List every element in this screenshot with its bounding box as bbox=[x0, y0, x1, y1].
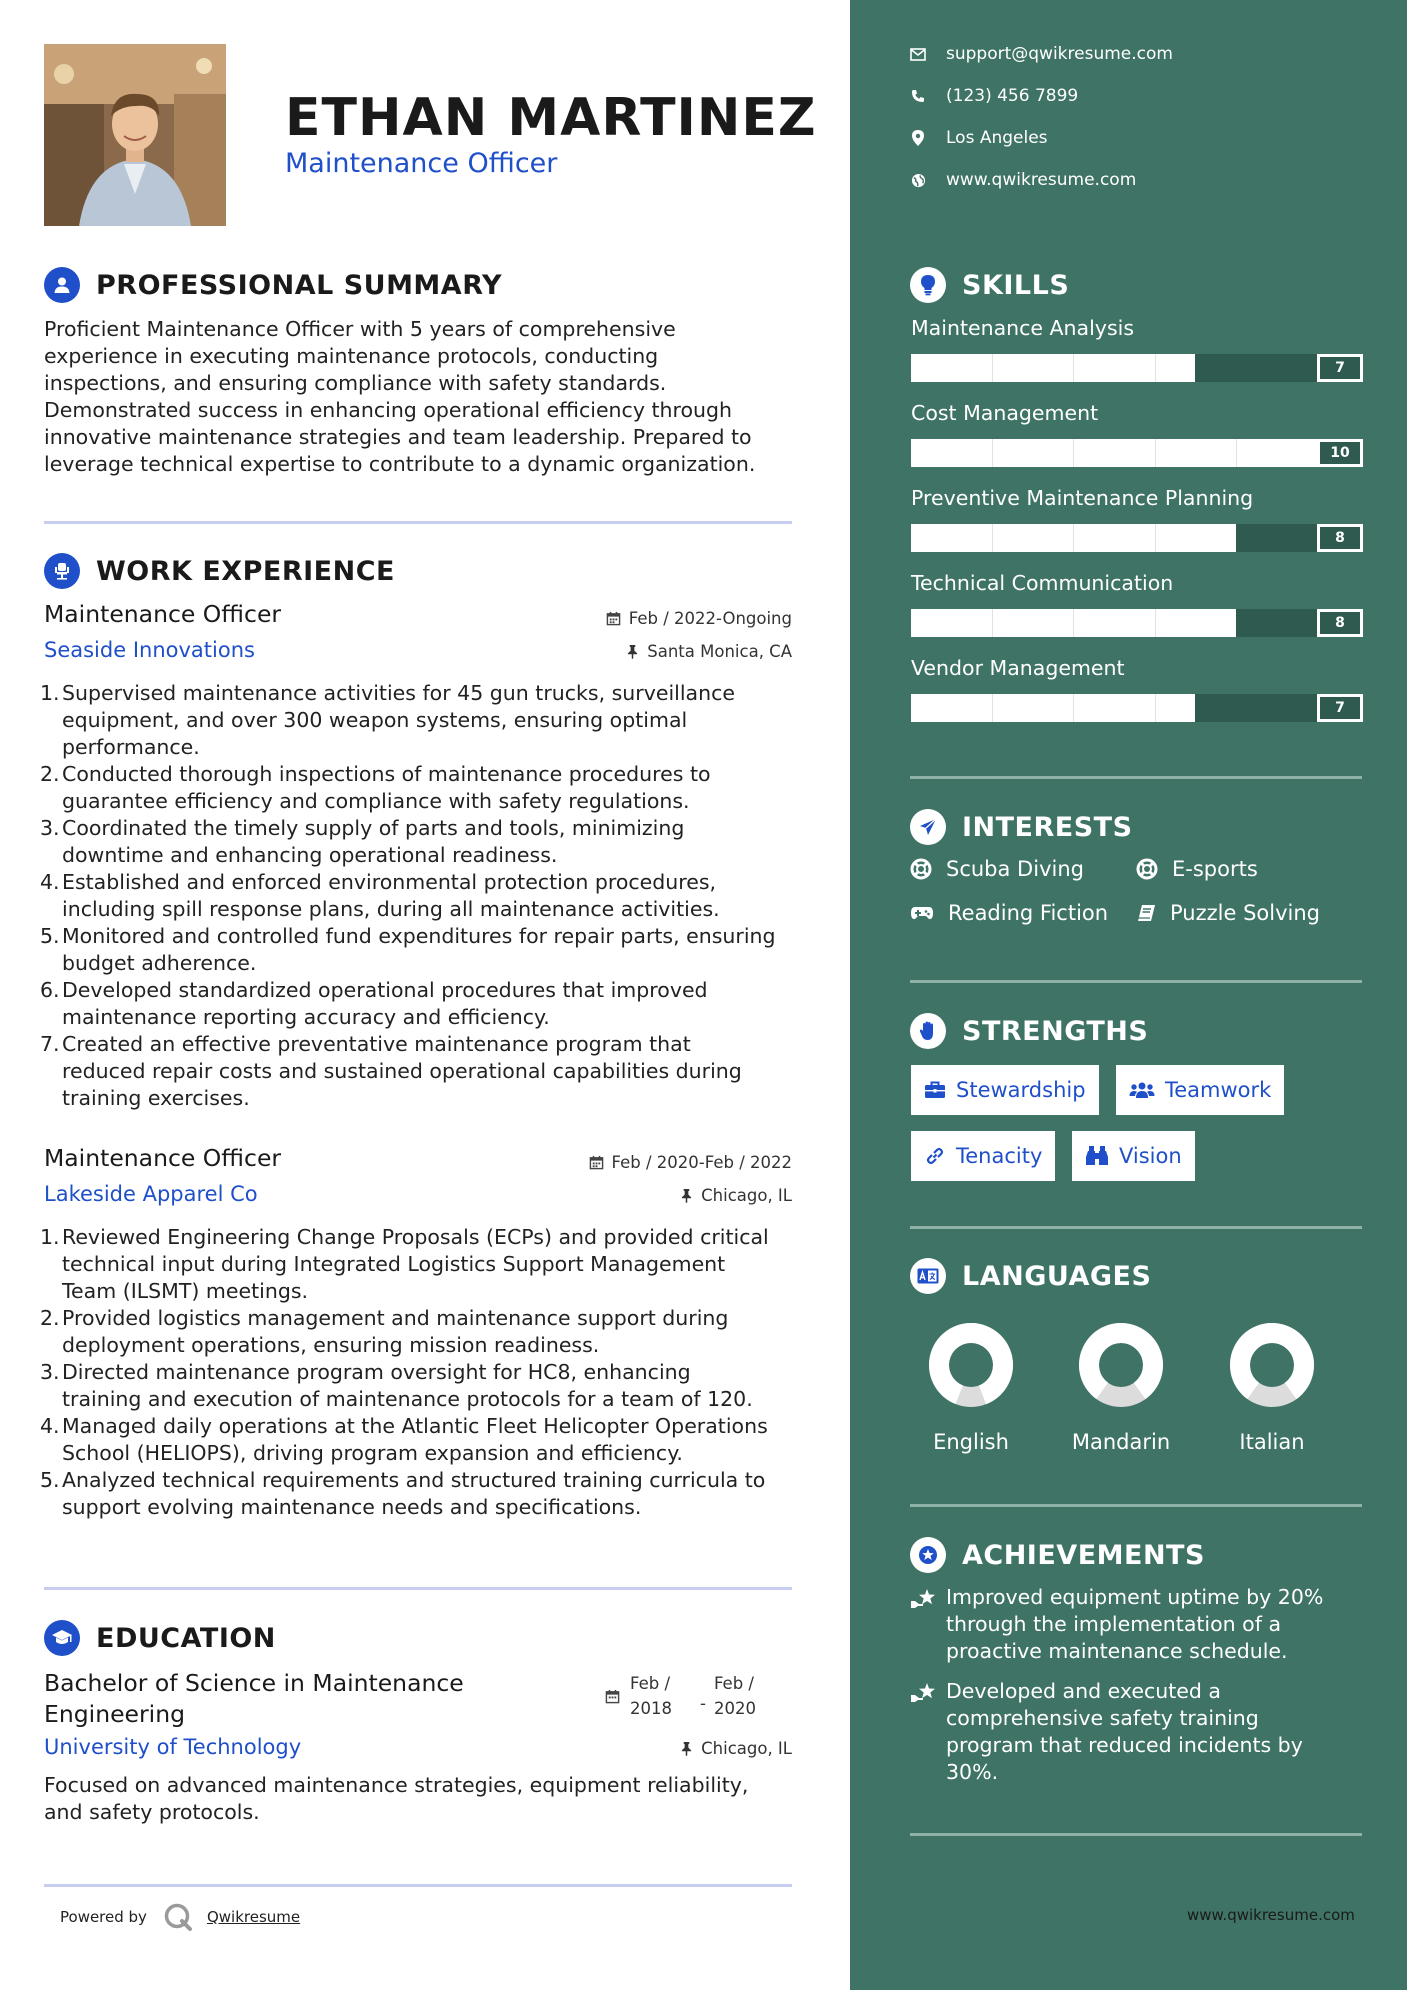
interest-label: Scuba Diving bbox=[946, 857, 1084, 881]
calendar-icon bbox=[589, 1155, 604, 1170]
pin-icon bbox=[680, 1741, 693, 1756]
skill-segment bbox=[1073, 524, 1074, 552]
job-dates-text: Feb / 2022-Ongoing bbox=[628, 609, 792, 628]
list-number: 4. bbox=[40, 870, 60, 894]
list-text: Monitored and controlled fund expenditures for repair parts, ensuring budget adherence. bbox=[62, 924, 776, 975]
strengths-title: STRENGTHS bbox=[962, 1015, 1149, 1047]
calendar-icon bbox=[605, 1689, 620, 1704]
job-title: Maintenance Officer bbox=[44, 600, 282, 628]
interest-label: E-sports bbox=[1172, 857, 1258, 881]
list-text: Reviewed Engineering Change Proposals (ECPs) and provided critical technical input during Integrated Logistics Support Management Team (ILSMT) meetings. bbox=[62, 1225, 769, 1303]
list-number: 5. bbox=[40, 1468, 60, 1492]
section-divider bbox=[44, 1884, 792, 1887]
paper-plane-icon bbox=[910, 809, 946, 845]
degree-line: Bachelor of Science in Maintenance bbox=[44, 1669, 464, 1697]
language-donut bbox=[928, 1322, 1014, 1408]
language-name: English bbox=[933, 1430, 1009, 1454]
strength-chip bbox=[911, 1065, 1099, 1115]
candidate-name: ETHAN MARTINEZ bbox=[285, 88, 817, 148]
map-pin-icon bbox=[910, 130, 926, 146]
gamepad-icon bbox=[910, 905, 934, 921]
skill-segment bbox=[1155, 694, 1156, 722]
list-text: Developed standardized operational procedures that improved maintenance reporting accuracy and efficiency. bbox=[62, 978, 708, 1029]
section-divider bbox=[910, 1833, 1362, 1836]
job-company: Lakeside Apparel Co bbox=[44, 1182, 258, 1206]
section-divider bbox=[44, 1587, 792, 1590]
education-dates bbox=[605, 1671, 756, 1721]
list-number: 1. bbox=[40, 1225, 60, 1249]
interest-item bbox=[1136, 901, 1320, 925]
interest-label: Puzzle Solving bbox=[1170, 901, 1320, 925]
job-dates bbox=[606, 609, 792, 628]
skill-label: Vendor Management bbox=[911, 656, 1125, 680]
skill-bar bbox=[911, 609, 1317, 637]
list-text: Analyzed technical requirements and structured training curricula to support evolving maintenance needs and specifications. bbox=[62, 1468, 766, 1519]
summary-line: innovative maintenance strategies and team leadership. Prepared to bbox=[44, 425, 752, 449]
interest-item bbox=[1136, 857, 1258, 881]
interests-heading bbox=[910, 808, 1133, 846]
strengths-heading bbox=[910, 1012, 1148, 1050]
list-text: Created an effective preventative maintenance program that reduced repair costs and sustained operational capabilities during training exercises. bbox=[62, 1032, 742, 1110]
education-title: EDUCATION bbox=[96, 1622, 276, 1654]
job-location bbox=[680, 1186, 792, 1205]
degree-line: Engineering bbox=[44, 1700, 185, 1728]
contact-website[interactable] bbox=[910, 170, 1136, 190]
list-text: Established and enforced environmental protection procedures, including spill response plans, during all maintenance activities. bbox=[62, 870, 720, 921]
phone-icon bbox=[910, 88, 926, 104]
skill-bar bbox=[911, 439, 1317, 467]
skills-heading bbox=[910, 266, 1069, 304]
education-end: Feb / 2020 bbox=[713, 1674, 756, 1718]
skill-label: Cost Management bbox=[911, 401, 1099, 425]
skill-segment bbox=[1155, 354, 1156, 382]
list-number: 2. bbox=[40, 762, 60, 786]
language-item bbox=[1197, 1322, 1347, 1454]
language-donut bbox=[1078, 1322, 1164, 1408]
qwikresume-logo-icon bbox=[163, 1902, 193, 1932]
experience-title: WORK EXPERIENCE bbox=[96, 555, 395, 587]
user-icon bbox=[44, 267, 80, 303]
summary-line: inspections, and ensuring compliance with safety standards. bbox=[44, 371, 667, 395]
education-description: Focused on advanced maintenance strategies, equipment reliability, and safety protocols. bbox=[44, 1773, 749, 1824]
graduation-cap-icon bbox=[44, 1620, 80, 1656]
job-bullets bbox=[40, 1224, 792, 1521]
language-name: Italian bbox=[1239, 1430, 1305, 1454]
list-number: 3. bbox=[40, 816, 60, 840]
envelope-icon bbox=[910, 46, 926, 62]
lightbulb-icon bbox=[910, 267, 946, 303]
strength-label: Tenacity bbox=[956, 1144, 1043, 1168]
strength-label: Teamwork bbox=[1165, 1078, 1272, 1102]
skill-label: Maintenance Analysis bbox=[911, 316, 1134, 340]
education-heading bbox=[44, 1619, 276, 1657]
lifebuoy-icon bbox=[1136, 858, 1158, 880]
section-divider bbox=[910, 776, 1362, 779]
strength-label: Vision bbox=[1119, 1144, 1182, 1168]
section-divider bbox=[910, 1226, 1362, 1229]
list-item bbox=[40, 761, 792, 815]
skill-bar bbox=[911, 354, 1317, 382]
link-icon bbox=[924, 1145, 946, 1167]
skill-level: 8 bbox=[1317, 609, 1363, 637]
list-item bbox=[40, 1305, 792, 1359]
list-number: 2. bbox=[40, 1306, 60, 1330]
list-number: 3. bbox=[40, 1360, 60, 1384]
skill-segment bbox=[1073, 694, 1074, 722]
contact-location bbox=[910, 128, 1048, 148]
interest-label: Reading Fiction bbox=[948, 901, 1109, 925]
skill-segment bbox=[992, 609, 993, 637]
list-text: Supervised maintenance activities for 45 gun trucks, surveillance equipment, and over 300 weapon systems, ensuring optimal performance. bbox=[62, 681, 735, 759]
list-item bbox=[40, 1031, 792, 1112]
list-item bbox=[40, 1359, 792, 1413]
star-badge-icon bbox=[910, 1537, 946, 1573]
list-number: 7. bbox=[40, 1032, 60, 1056]
skill-segment bbox=[1236, 439, 1237, 467]
star-hand-icon bbox=[910, 1588, 938, 1610]
language-name: Mandarin bbox=[1071, 1430, 1171, 1454]
sidebar bbox=[850, 0, 1407, 1990]
education-location-text: Chicago, IL bbox=[701, 1739, 792, 1758]
date-separator: - bbox=[700, 1693, 706, 1713]
skill-segment bbox=[1155, 609, 1156, 637]
list-text: Conducted thorough inspections of maintenance procedures to guarantee efficiency and compliance with safety regulations. bbox=[62, 762, 711, 813]
skill-segment bbox=[992, 694, 993, 722]
achievement-text: Developed and executed a comprehensive safety training program that reduced incidents by 30%. bbox=[946, 1679, 1303, 1784]
skill-segment bbox=[1155, 524, 1156, 552]
summary-title: PROFESSIONAL SUMMARY bbox=[96, 269, 503, 301]
skill-label: Technical Communication bbox=[911, 571, 1174, 595]
list-item bbox=[40, 680, 792, 761]
website-text: www.qwikresume.com bbox=[946, 170, 1137, 190]
briefcase-icon bbox=[924, 1081, 946, 1099]
summary-line: leverage technical expertise to contribute to a dynamic organization. bbox=[44, 452, 756, 476]
section-divider bbox=[44, 521, 792, 524]
skill-bar bbox=[911, 524, 1317, 552]
job-company: Seaside Innovations bbox=[44, 638, 255, 662]
list-number: 6. bbox=[40, 978, 60, 1002]
job-location bbox=[626, 642, 792, 661]
list-number: 5. bbox=[40, 924, 60, 948]
skill-level: 7 bbox=[1317, 694, 1363, 722]
achievement-item bbox=[910, 1678, 1360, 1786]
job-title: Maintenance Officer bbox=[44, 1144, 282, 1172]
contact-email[interactable] bbox=[910, 44, 1173, 64]
skill-level: 10 bbox=[1317, 439, 1363, 467]
skill-fill bbox=[911, 439, 1317, 467]
skill-segment bbox=[992, 524, 993, 552]
list-item bbox=[40, 923, 792, 977]
list-item bbox=[40, 815, 792, 869]
job-bullets bbox=[40, 680, 792, 1112]
list-item bbox=[40, 1224, 792, 1305]
skill-segment bbox=[1073, 439, 1074, 467]
skill-bar bbox=[911, 694, 1317, 722]
skill-segment bbox=[1155, 439, 1156, 467]
summary-heading bbox=[44, 266, 502, 304]
location-text: Los Angeles bbox=[946, 128, 1048, 148]
list-text: Managed daily operations at the Atlantic Fleet Helicopter Operations School (HELIOPS), driving program expansion and efficiency. bbox=[62, 1414, 768, 1465]
footer-url[interactable]: www.qwikresume.com bbox=[1187, 1906, 1355, 1924]
skill-level: 8 bbox=[1317, 524, 1363, 552]
binoculars-icon bbox=[1085, 1145, 1109, 1167]
list-item bbox=[40, 977, 792, 1031]
skill-fill bbox=[911, 694, 1195, 722]
skill-segment bbox=[1073, 609, 1074, 637]
list-number: 1. bbox=[40, 681, 60, 705]
education-location bbox=[680, 1739, 792, 1758]
list-text: Provided logistics management and maintenance support during deployment operations, ensuring mission readiness. bbox=[62, 1306, 729, 1357]
summary-line: experience in executing maintenance protocols, conducting bbox=[44, 344, 659, 368]
list-text: Directed maintenance program oversight for HC8, enhancing training and execution of maintenance protocols for a team of 120. bbox=[62, 1360, 753, 1411]
powered-by bbox=[60, 1902, 300, 1932]
pin-icon bbox=[680, 1188, 693, 1203]
interest-item bbox=[910, 857, 1084, 881]
pin-icon bbox=[626, 644, 639, 659]
lifebuoy-icon bbox=[910, 858, 932, 880]
candidate-role: Maintenance Officer bbox=[285, 148, 558, 179]
list-number: 4. bbox=[40, 1414, 60, 1438]
job-location-text: Santa Monica, CA bbox=[647, 642, 792, 661]
experience-heading bbox=[44, 552, 395, 590]
degree-title bbox=[44, 1668, 464, 1730]
school-name: University of Technology bbox=[44, 1735, 302, 1759]
skill-level: 7 bbox=[1317, 354, 1363, 382]
raised-hand-icon bbox=[910, 1013, 946, 1049]
achievements-heading bbox=[910, 1536, 1205, 1574]
summary-line: Demonstrated success in enhancing operational efficiency through bbox=[44, 398, 733, 422]
strength-chip bbox=[1072, 1131, 1195, 1181]
profile-photo bbox=[44, 44, 226, 226]
job-dates bbox=[589, 1153, 792, 1172]
book-icon bbox=[1136, 904, 1156, 922]
list-item bbox=[40, 1413, 792, 1467]
skill-segment bbox=[992, 354, 993, 382]
phone-text: (123) 456 7899 bbox=[946, 86, 1079, 106]
skills-title: SKILLS bbox=[962, 269, 1070, 301]
achievement-text: Improved equipment uptime by 20% through the implementation of a proactive maintenance schedule. bbox=[946, 1585, 1324, 1663]
skill-fill bbox=[911, 354, 1195, 382]
interest-item bbox=[910, 901, 1108, 925]
summary-line: Proficient Maintenance Officer with 5 years of comprehensive bbox=[44, 317, 676, 341]
achievement-item bbox=[910, 1584, 1360, 1665]
chair-icon bbox=[44, 553, 80, 589]
email-text: support@qwikresume.com bbox=[946, 44, 1173, 64]
job-dates-text: Feb / 2020-Feb / 2022 bbox=[611, 1153, 792, 1172]
language-donut bbox=[1229, 1322, 1315, 1408]
calendar-icon bbox=[606, 611, 621, 626]
languages-heading bbox=[910, 1257, 1151, 1295]
strength-label: Stewardship bbox=[956, 1078, 1086, 1102]
qwikresume-link[interactable]: Qwikresume bbox=[206, 1908, 301, 1926]
language-item bbox=[896, 1322, 1046, 1454]
list-item bbox=[40, 1467, 792, 1521]
skill-segment bbox=[992, 439, 993, 467]
translate-icon bbox=[910, 1258, 946, 1294]
skill-segment bbox=[1073, 354, 1074, 382]
star-hand-icon bbox=[910, 1682, 938, 1704]
users-icon bbox=[1129, 1081, 1155, 1099]
interests-title: INTERESTS bbox=[962, 811, 1133, 843]
section-divider bbox=[910, 1504, 1362, 1507]
list-item bbox=[40, 869, 792, 923]
strength-chip bbox=[911, 1131, 1055, 1181]
summary-text bbox=[44, 316, 784, 478]
skill-label: Preventive Maintenance Planning bbox=[911, 486, 1254, 510]
job-location-text: Chicago, IL bbox=[701, 1186, 792, 1205]
languages-title: LANGUAGES bbox=[962, 1260, 1152, 1292]
contact-phone[interactable] bbox=[910, 86, 1078, 106]
achievements-title: ACHIEVEMENTS bbox=[962, 1539, 1205, 1571]
strength-chip bbox=[1116, 1065, 1284, 1115]
globe-icon bbox=[910, 172, 926, 188]
education-start: Feb / 2018 bbox=[630, 1674, 672, 1718]
list-text: Coordinated the timely supply of parts and tools, minimizing downtime and enhancing operational readiness. bbox=[62, 816, 685, 867]
powered-label: Powered by bbox=[60, 1908, 147, 1926]
section-divider bbox=[910, 980, 1362, 983]
language-item bbox=[1046, 1322, 1196, 1454]
